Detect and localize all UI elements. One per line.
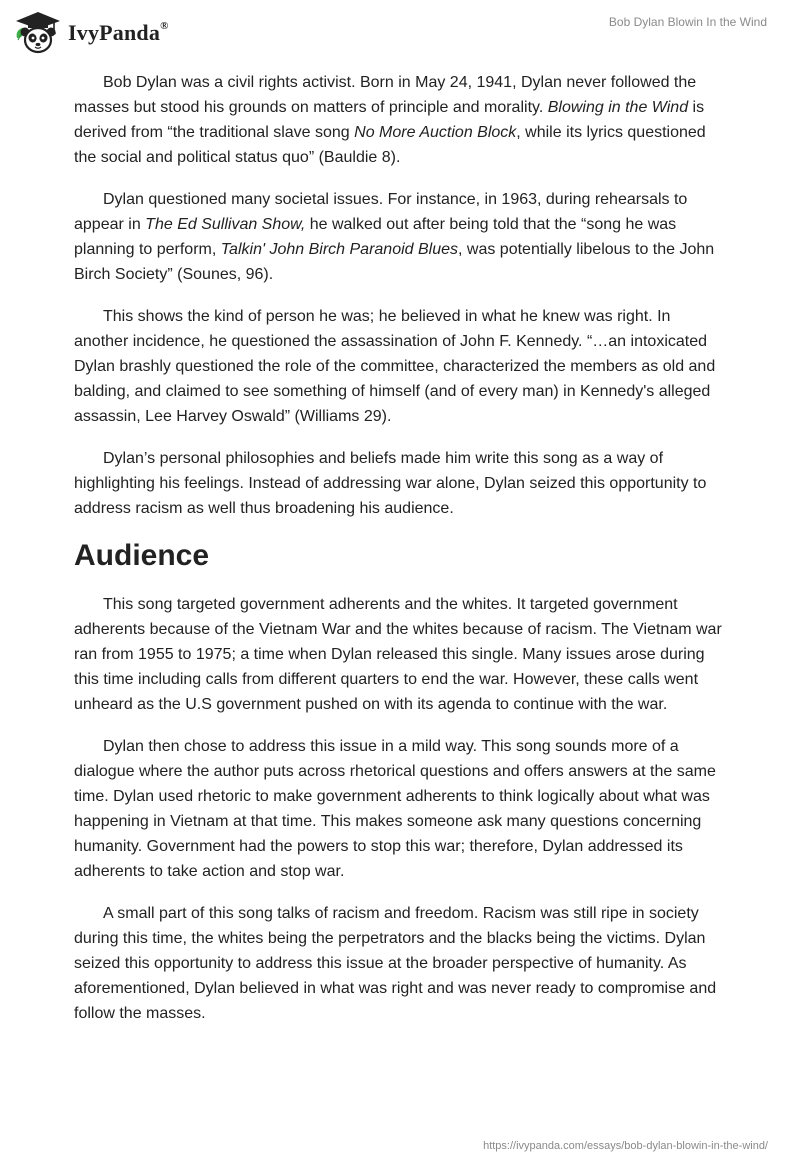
text-segment: , while its lyrics questioned the social and political status quo” (Bauldie 8). — [74, 124, 706, 166]
text-segment: is derived from “the traditional slave song — [74, 99, 705, 141]
paragraph — [74, 187, 726, 287]
text-segment: , was potentially libelous to the John Birch Society” (Sounes, 96). — [74, 241, 715, 283]
text-segment: This shows the kind of person he was; he believed in what he knew was right. In another incidence, he questioned the assassination of John F. Kennedy. “…an intoxicated Dylan brashly questioned the role of the committee, characterized the members as old and balding, and claimed to see something of himself (and of every man) in Kennedy's alleged assassin, Lee Harvey Oswald” (Williams 29). — [74, 308, 716, 425]
paragraph — [74, 304, 726, 429]
footer-url[interactable]: https://ivypanda.com/essays/bob-dylan-blowin-in-the-wind/ — [483, 1140, 768, 1152]
paragraph — [74, 592, 726, 717]
italic-title: Talkin' John Birch Paranoid Blues — [220, 241, 459, 258]
text-segment: This song targeted government adherents and the whites. It targeted government adherents because of the Vietnam War and the whites because of racism. The Vietnam war ran from 1955 to 1975; a time when Dylan released this single. Many issues arose during this time including calls from different quarters to end the war. However, these calls went unheard as the U.S government pushed on with its agenda to continue with the war. — [74, 596, 722, 713]
paragraph — [74, 70, 726, 170]
text-segment: Dylan questioned many societal issues. For instance, in 1963, during rehearsals to appear in — [74, 191, 688, 233]
paragraph — [74, 446, 726, 521]
intro-paragraphs — [74, 70, 726, 521]
panda-graduate-icon — [14, 8, 62, 54]
paragraph — [74, 901, 726, 1026]
italic-title: The Ed Sullivan Show, — [145, 216, 306, 233]
text-segment: he walked out after being told that the “song he was planning to perform, — [74, 216, 677, 258]
page-header — [0, 0, 800, 64]
brand-name — [68, 20, 169, 46]
audience-paragraphs — [74, 592, 726, 1026]
registered-mark: ® — [160, 19, 169, 32]
text-segment: Dylan then chose to address this issue in a mild way. This song sounds more of a dialogue where the author puts across rhetorical questions and offers answers at the same time. Dylan used rhetoric to make government adherents to think logically about what was happening in Vietnam at that time. This makes someone ask many questions concerning humanity. Government had the powers to stop this war; therefore, Dylan addressed its adherents to take action and stop war. — [74, 738, 716, 880]
essay-content — [74, 70, 726, 1043]
text-segment: A small part of this song talks of racism and freedom. Racism was still ripe in society during this time, the whites being the perpetrators and the blacks being the victims. Dylan seized this opportunity to address this issue at the broader perspective of humanity. As aforementioned, Dylan believed in what was right and was never ready to compromise and follow the masses. — [74, 905, 717, 1022]
text-segment: Dylan’s personal philosophies and beliefs made him write this song as a way of highlighting his feelings. Instead of addressing war alone, Dylan seized this opportunity to address racism as well thus broadening his audience. — [74, 450, 707, 517]
italic-title: No More Auction Block — [354, 124, 517, 141]
ivypanda-logo[interactable] — [14, 8, 169, 54]
text-segment: Bob Dylan was a civil rights activist. Born in May 24, 1941, Dylan never followed the masses but stood his grounds on matters of principle and morality. — [74, 74, 697, 116]
section-heading-audience: Audience — [74, 539, 210, 572]
italic-title: Blowing in the Wind — [547, 99, 689, 116]
paragraph — [74, 734, 726, 884]
document-title: Bob Dylan Blowin In the Wind — [608, 15, 767, 29]
brand-text: IvyPanda — [68, 20, 161, 45]
